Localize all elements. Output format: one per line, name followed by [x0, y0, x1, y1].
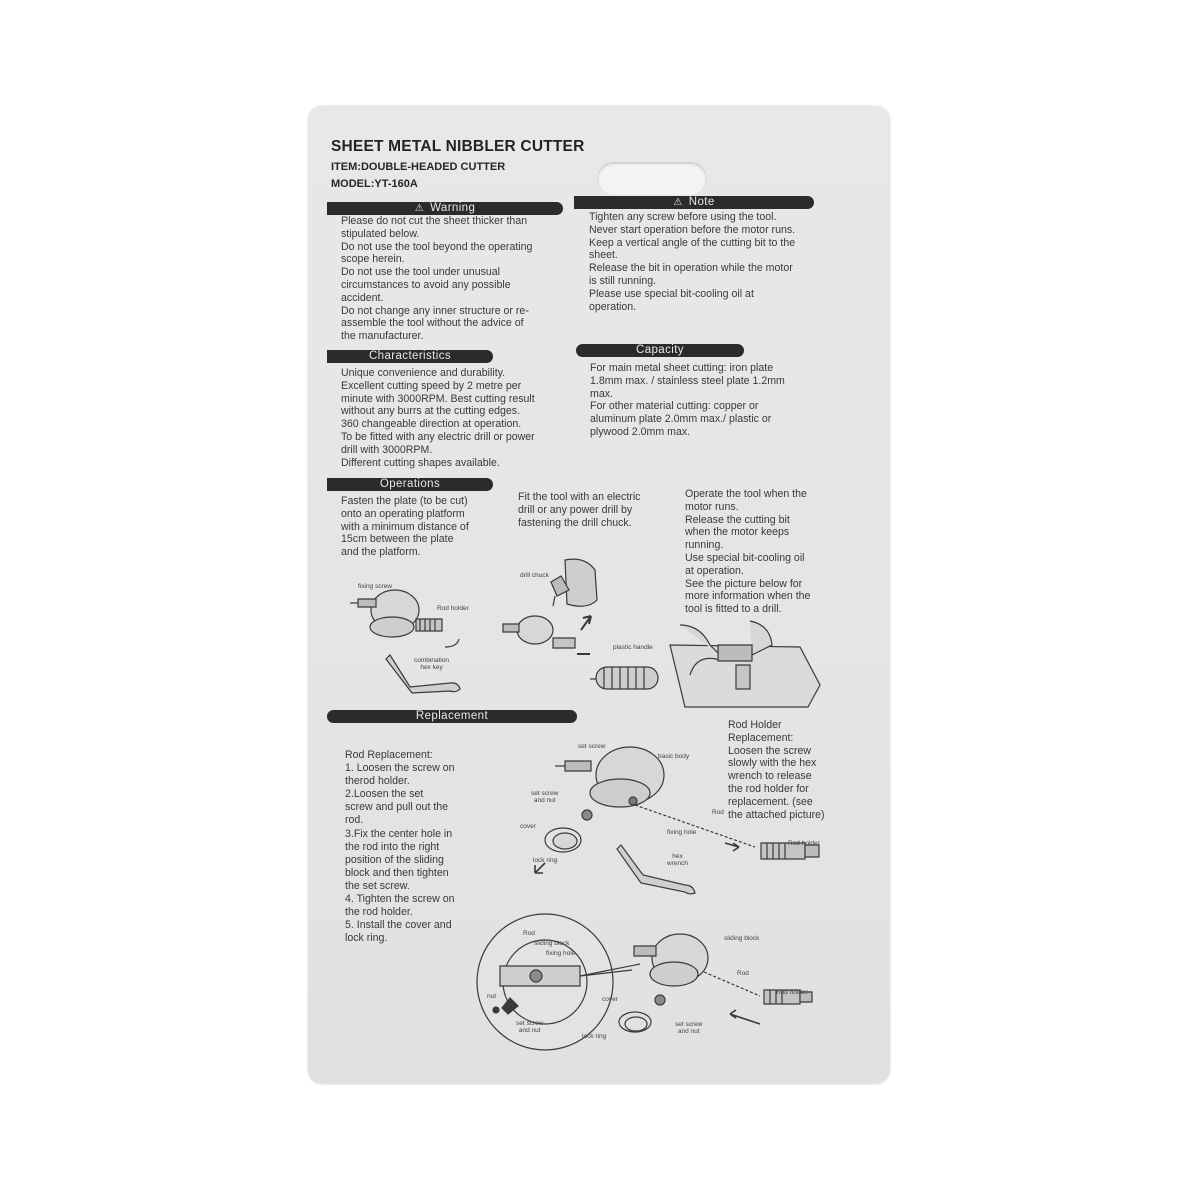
label-rod-holder-upper: Rod holder [788, 840, 820, 847]
capacity-heading-bar [576, 344, 744, 357]
label-nut: nut [487, 993, 497, 1000]
operating-tool-illustration [590, 615, 830, 715]
product-title: SHEET METAL NIBBLER CUTTER [331, 138, 585, 155]
note-heading-bar [574, 196, 814, 209]
capacity-text: For main metal sheet cutting: iron plate 1.8mm max. / stainless steel plate 1.2mm max. For other material cutting: copper or aluminum plate 2.0mm max./ plastic or plywood 2.0mm max. [590, 362, 785, 438]
warning-triangle-icon: ⚠ [673, 197, 683, 208]
note-heading: Note [688, 196, 715, 208]
label-fixing-hole: fixing hole [667, 829, 697, 836]
rod-holder-replacement-text: Rod Holder Replacement: Loosen the screw slowly with the hex wrench to release the rod holder for replacement. (see the attached picture) [728, 719, 825, 821]
label-cover: cover [520, 823, 536, 830]
operations-step-2: Fit the tool with an electric drill or any power drill by fastening the drill chuck. [518, 491, 641, 529]
replacement-heading: Replacement [415, 710, 489, 722]
label-fixing-screw: fixing screw [358, 583, 392, 590]
operations-heading-bar [327, 478, 493, 491]
label-lock-ring: lock ring [533, 857, 558, 864]
characteristics-heading-bar [327, 350, 493, 363]
label-sliding-block: sliding block [724, 935, 760, 942]
model-line: MODEL:YT-160A [331, 178, 418, 190]
label-combination-hex-key: combination hex key [414, 657, 450, 671]
drill-chuck-illustration [495, 550, 605, 665]
label-set-screw-and-nut-lower: set screw and nut [675, 1021, 703, 1035]
capacity-heading: Capacity [636, 344, 684, 356]
label-drill-chuck: drill chuck [520, 572, 549, 579]
label-set-screw-and-nut-detail: set screw and nut [516, 1020, 544, 1034]
label-set-screw: set screw [578, 743, 606, 750]
label-rod-lower: Rod [737, 970, 749, 977]
rod-replacement-text: Rod Replacement: 1. Loosen the screw on therod holder. 2.Loosen the set screw and pull out the rod. 3.Fix the center hole in the rod into the right position of the sliding block and then tighten the set screw. 4. Tighten the screw on the rod holder. 5. Install the cover and lock ring. [345, 749, 455, 945]
characteristics-heading: Characteristics [368, 350, 452, 362]
label-basic-body: basic body [658, 753, 690, 760]
operations-heading: Operations [379, 478, 441, 490]
characteristics-text: Unique convenience and durability. Excellent cutting speed by 2 metre per minute with 3000RPM. Best cutting result without any burrs at the cutting edges. 360 changeable direction at operation. To be fitted with any electric drill or power drill with 3000RPM. Different cutting shapes available. [341, 367, 535, 469]
tool-and-hex-key-illustration [350, 585, 480, 705]
warning-heading: Warning [430, 202, 476, 214]
label-plastic-handle: plastic handle [613, 644, 653, 651]
label-hex-wrench: hex wrench [667, 853, 688, 867]
label-rod-holder: Rod holder [437, 605, 469, 612]
label-cover-lower: cover [602, 996, 618, 1003]
label-rod: Rod [712, 809, 724, 816]
operations-step-3: Operate the tool when the motor runs. Release the cutting bit when the motor keeps running. Use special bit-cooling oil at operation. See the picture below for more information when the tool is fitted to a drill. [685, 488, 811, 616]
hang-slot [597, 162, 707, 196]
item-line: ITEM:DOUBLE-HEADED CUTTER [331, 161, 506, 173]
label-fixing-hole-detail: fixing hole [546, 950, 576, 957]
replacement-heading-bar [327, 710, 577, 723]
warning-heading-bar [327, 202, 563, 215]
label-rod-detail: Rod [523, 930, 535, 937]
note-text: Tighten any screw before using the tool. Never start operation before the motor runs. Keep a vertical angle of the cutting bit to the sheet. Release the bit in operation while the motor is still running. Please use special bit-cooling oil at operation. [589, 211, 796, 313]
label-set-screw-and-nut: set screw and nut [531, 790, 559, 804]
warning-text: Please do not cut the sheet thicker than stipulated below. Do not use the tool beyond the operating scope herein. Do not use the tool under unusual circumstances to avoid any possible accident. Do not change any inner structure or re- assemble the tool without the advice of the manufacturer. [341, 215, 533, 343]
operations-step-1: Fasten the plate (to be cut) onto an operating platform with a minimum distance of 15cm between the plate and the platform. [341, 495, 469, 559]
label-lock-ring-lower: lock ring [582, 1033, 607, 1040]
warning-triangle-icon: ⚠ [414, 203, 425, 214]
label-sliding-block-detail: sliding block [534, 940, 570, 947]
label-rod-holder-lower: Rod holder [776, 989, 808, 996]
